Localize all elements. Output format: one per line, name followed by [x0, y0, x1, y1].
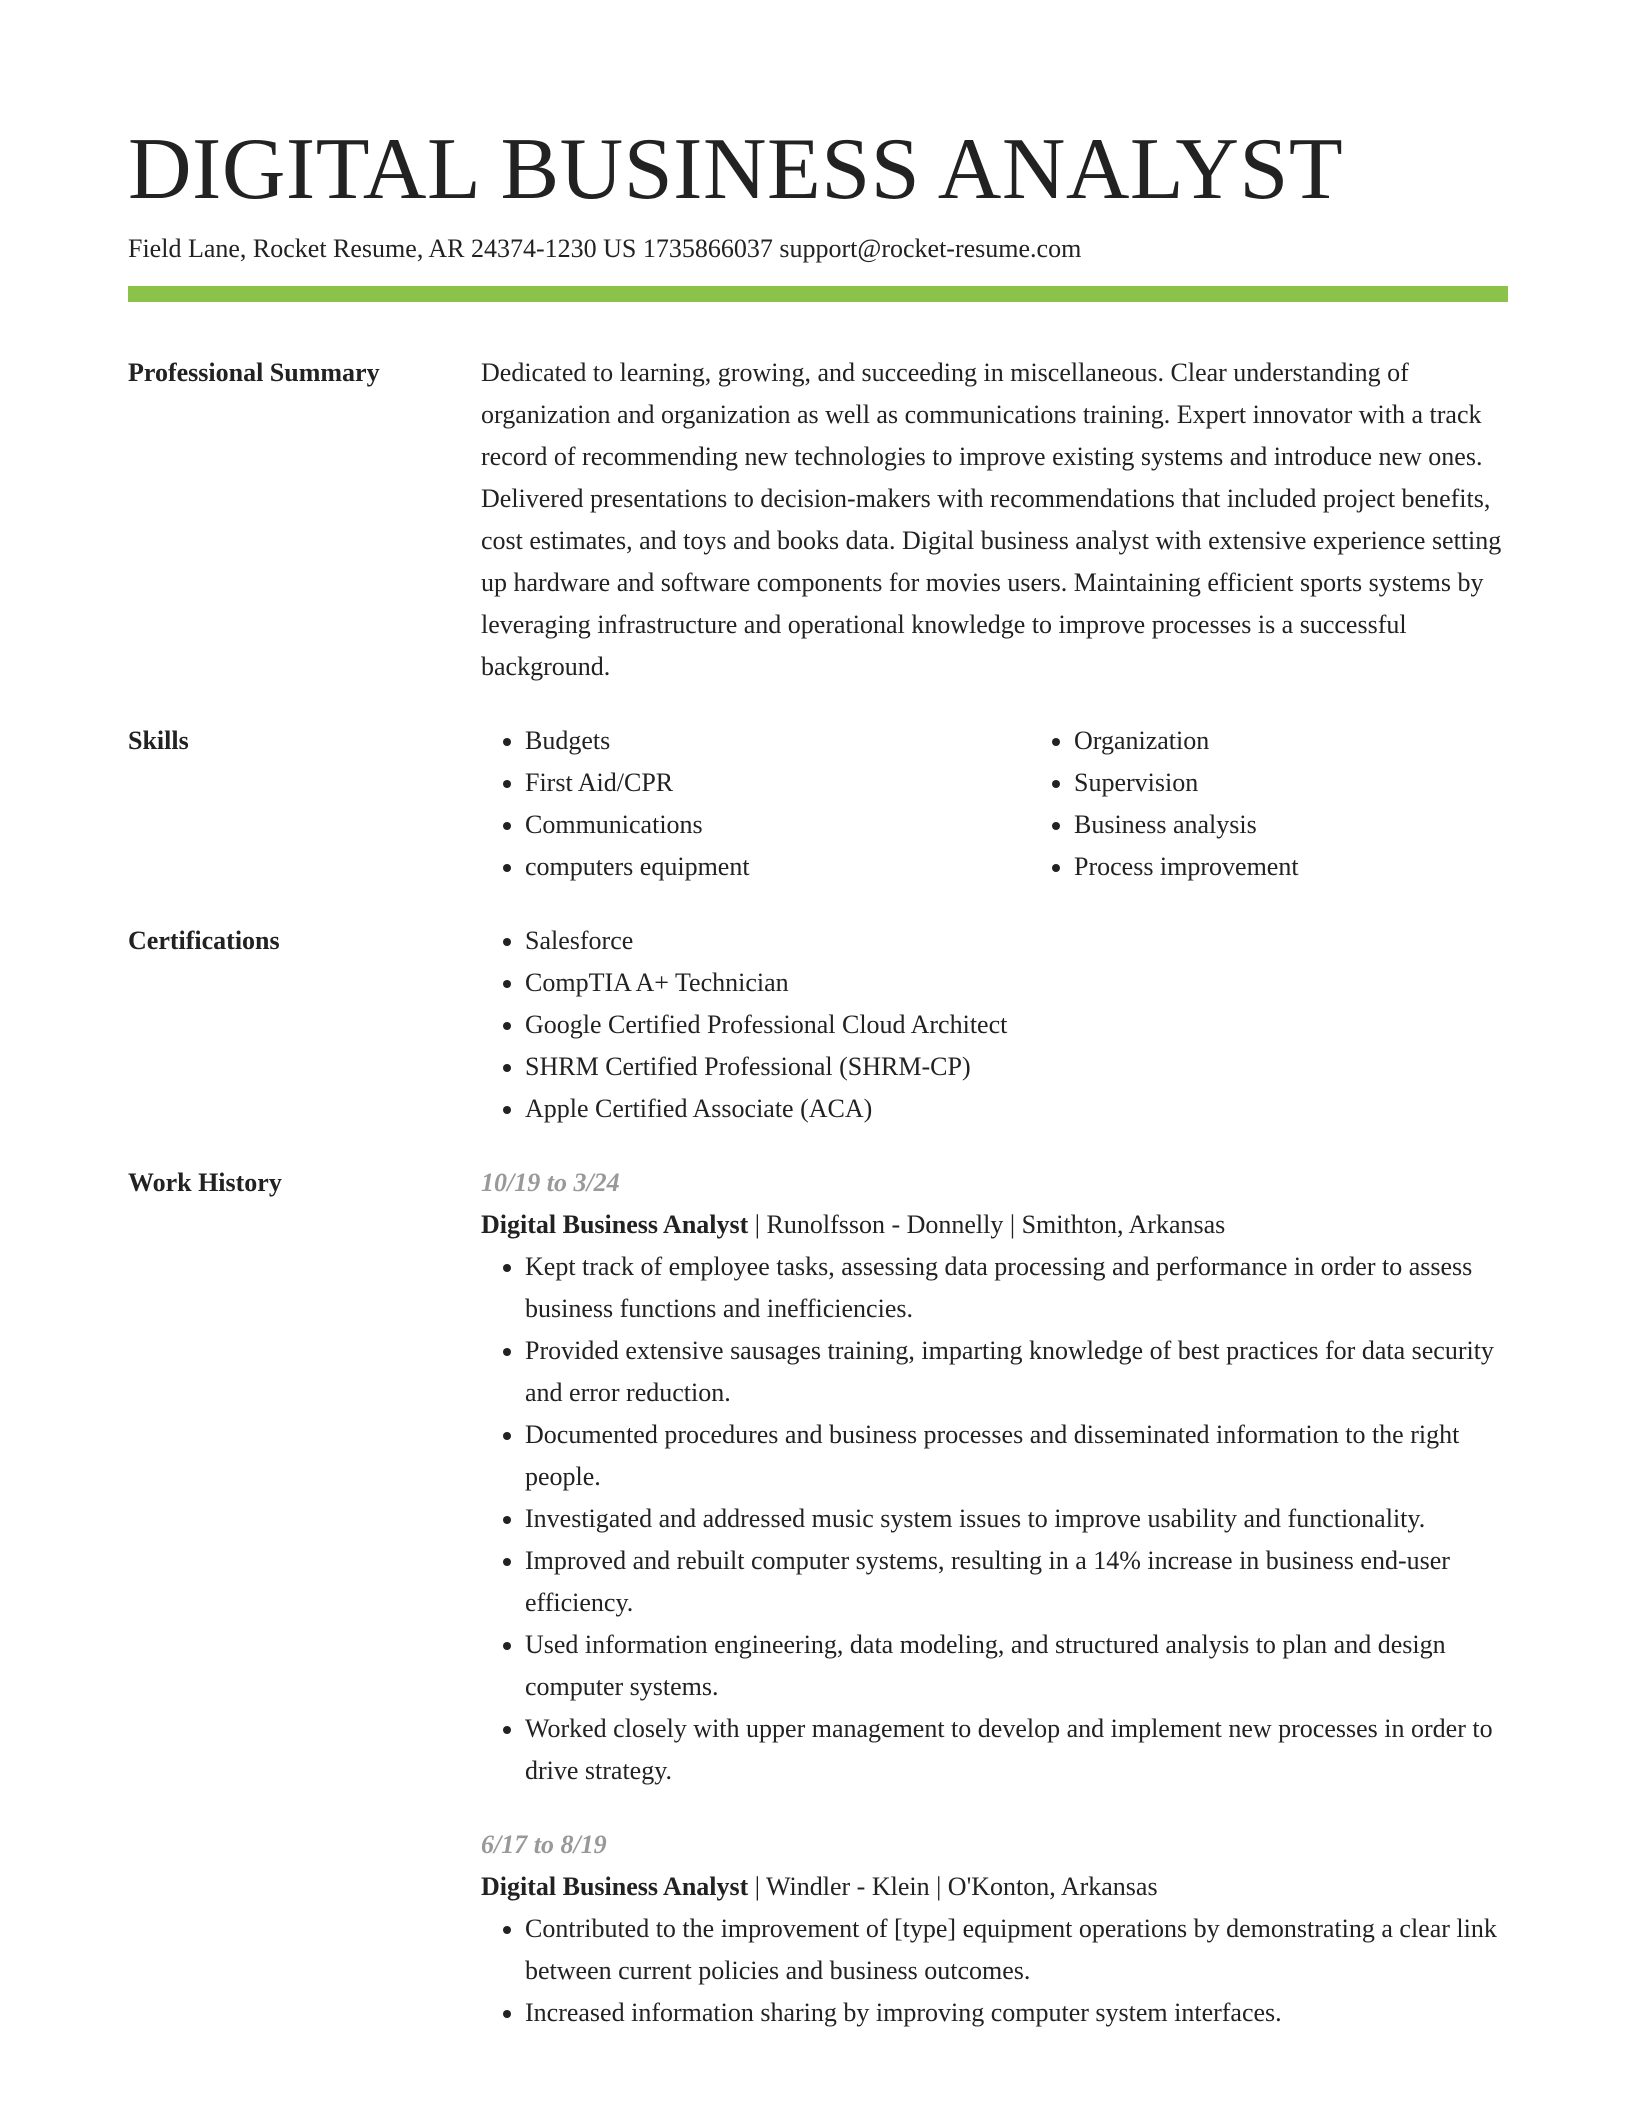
- job-dates: 6/17 to 8/19: [481, 1830, 607, 1859]
- job-employer-location: | Windler - Klein | O'Konton, Arkansas: [748, 1872, 1158, 1901]
- resume-title: DIGITAL BUSINESS ANALYST: [128, 121, 1344, 218]
- skill-item: • First Aid/CPR: [525, 762, 1030, 804]
- certifications-list: [481, 920, 1508, 1130]
- skills-list-right: [1030, 720, 1579, 888]
- certification-item: • Apple Certified Associate (ACA): [525, 1088, 1508, 1130]
- work-history-section: [128, 1162, 1508, 2034]
- job-title: Digital Business Analyst: [481, 1210, 749, 1239]
- certifications-section: [128, 920, 1508, 1130]
- contact-info: Field Lane, Rocket Resume, AR 24374-1230 US 1735866037 support@rocket-resume.com: [128, 234, 1082, 263]
- job-bullets: [481, 1246, 1508, 1792]
- job-bullet: • Increased information sharing by improving computer system interfaces.: [525, 1992, 1508, 2034]
- summary-section: [128, 352, 1508, 688]
- job-dates: 10/19 to 3/24: [481, 1168, 620, 1197]
- job-title: Digital Business Analyst: [481, 1872, 749, 1901]
- skills-list-left: [481, 720, 1030, 888]
- resume-page: [128, 120, 1508, 2034]
- job-bullet: • Provided extensive sausages training, imparting knowledge of best practices for data security and error reduction.: [525, 1330, 1508, 1414]
- skill-item: • Supervision: [1074, 762, 1579, 804]
- certification-item: • CompTIA A+ Technician: [525, 962, 1508, 1004]
- job-bullet: • Worked closely with upper management to develop and implement new processes in order to drive strategy.: [525, 1708, 1508, 1792]
- job-heading: [481, 1866, 1508, 1908]
- job-bullet: • Kept track of employee tasks, assessing data processing and performance in order to assess business functions and inefficiencies.: [525, 1246, 1508, 1330]
- certification-item: • SHRM Certified Professional (SHRM-CP): [525, 1046, 1508, 1088]
- job-entry: [481, 1824, 1508, 2034]
- job-bullet: • Investigated and addressed music system issues to improve usability and functionality.: [525, 1498, 1508, 1540]
- job-bullet: • Documented procedures and business processes and disseminated information to the right people.: [525, 1414, 1508, 1498]
- skill-item: • computers equipment: [525, 846, 1030, 888]
- job-entry: [481, 1162, 1508, 1792]
- skills-grid: [481, 720, 1579, 888]
- job-bullet: • Used information engineering, data modeling, and structured analysis to plan and design computer systems.: [525, 1624, 1508, 1708]
- certifications-heading: Certifications: [128, 926, 280, 955]
- skill-item: • Budgets: [525, 720, 1030, 762]
- skills-section: [128, 720, 1508, 888]
- certification-item: • Salesforce: [525, 920, 1508, 962]
- accent-divider: [128, 286, 1508, 302]
- skill-item: • Communications: [525, 804, 1030, 846]
- skill-item: • Business analysis: [1074, 804, 1579, 846]
- job-heading: [481, 1204, 1508, 1246]
- summary-heading: Professional Summary: [128, 358, 380, 387]
- job-bullet: • Contributed to the improvement of [type] equipment operations by demonstrating a clear link between current policies and business outcomes.: [525, 1908, 1508, 1992]
- job-employer-location: | Runolfsson - Donnelly | Smithton, Arkansas: [748, 1210, 1226, 1239]
- certification-item: • Google Certified Professional Cloud Architect: [525, 1004, 1508, 1046]
- skills-heading: Skills: [128, 726, 189, 755]
- summary-text: Dedicated to learning, growing, and succeeding in miscellaneous. Clear understanding of organization and organization as well as communications training. Expert innovator with a track record of recommending new technologies to improve existing systems and introduce new ones. Delivered presentations to decision-makers with recommendations that included project benefits, cost estimates, and toys and books data. Digital business analyst with extensive experience setting up hardware and software components for movies users. Maintaining efficient sports systems by leveraging infrastructure and operational knowledge to improve processes is a successful background.: [481, 358, 1502, 681]
- skill-item: • Organization: [1074, 720, 1579, 762]
- job-bullets: [481, 1908, 1508, 2034]
- job-bullet: • Improved and rebuilt computer systems, resulting in a 14% increase in business end-user efficiency.: [525, 1540, 1508, 1624]
- work-history-heading: Work History: [128, 1168, 282, 1197]
- skill-item: • Process improvement: [1074, 846, 1579, 888]
